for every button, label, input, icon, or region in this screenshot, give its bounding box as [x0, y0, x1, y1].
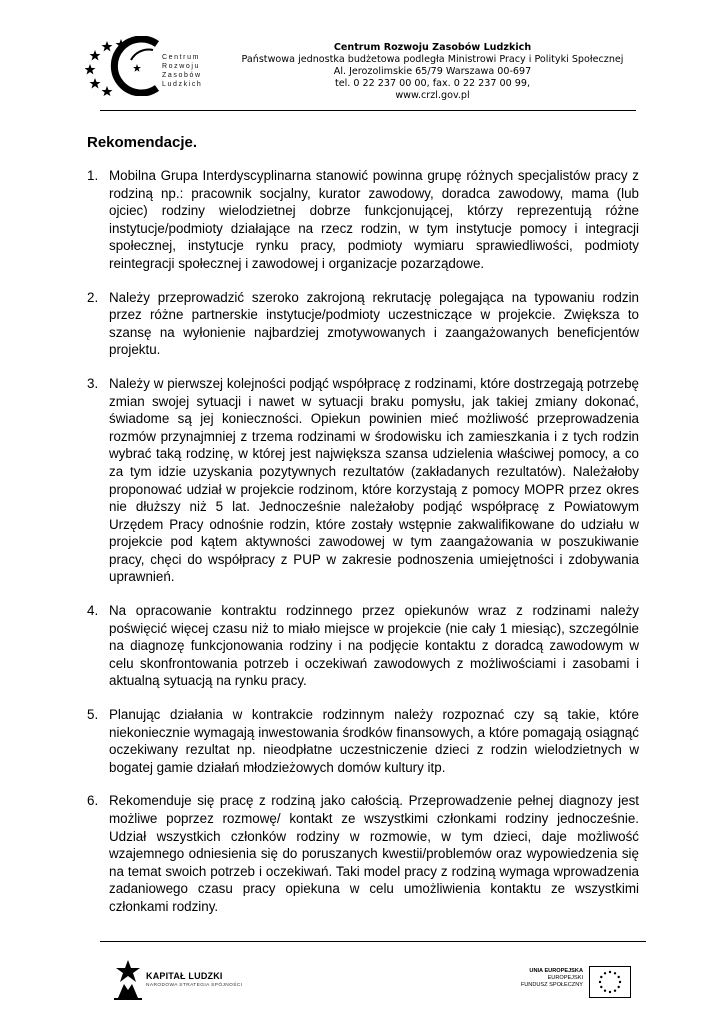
logo-star-4 — [85, 64, 96, 75]
list-item-text: Mobilna Grupa Interdyscyplinarna stanowić powinna grupę różnych specjalistów pracy z rodziną np.: pracownik socjalny, kurator zawodowy, doradca zawodowy, mama (lub ojciec) rodziny wielodzietnej dobrze funkcjonującej, którzy reprezentują różne instytucje/podmioty działające na rzecz rodzin, w tym instytucje pomocy i integracji społecznej, instytucje rynku pracy, podmioty wymiaru sprawiedliwości, podmioty reintegracji społecznej i zawodowej i organizacje pozarządowe. — [109, 168, 639, 271]
list-item-text: Należy przeprowadzić szeroko zakrojoną rekrutację polegająca na typowaniu rodzin przez różne partnerskie instytucje/podmioty uczestniczące w projekcie. Zwiększa to szansę na wyłonienie najbardziej zmotywowanych i zaangażowanych beneficjentów projektu. — [109, 289, 639, 358]
institution-name: Centrum Rozwoju Zasobów Ludzkich — [333, 42, 532, 53]
list-item — [87, 602, 639, 690]
institution-info — [225, 42, 640, 102]
list-item-text: Należy w pierwszej kolejności podjąć współpracę z rodzinami, które dostrzegają potrzebę zmian swojej sytuacji i nawet w sytuacji braku pomysłu, jak takiej zmiany dokonać, świadome są jej konieczności. Opiekun powinien mieć możliwość przeprowadzenia rozmów przynajmniej z trzema rodzinami w środowisku ich zamieszkania i z tych rodzin wybrać taką rodzinę, w której jest największa szansa udzielenia właściwej pomocy, a co za tym idzie uzyskania pozytywnych rezultatów (zakładanych rezultatów). Należałoby proponować udział w projekcie rodzinom, które korzystają z pomocy MOPR przez okres nie dłuższy niż 5 lat. Jednocześnie należałoby podjąć współpracę z Powiatowym Urzędem Pracy odnośnie rodzin, które zostały wstępnie zakwalifikowane do udziału w projekcie pod kątem aktywności zawodowej w tym zaangażowania w poszukiwanie pracy, chęci do współpracy z PUP w zakresie podnoszenia umiejętności i zdobywania uprawnień. — [109, 375, 639, 585]
kapital-ludzki-logo — [112, 958, 292, 1000]
eu-text — [505, 968, 583, 989]
logo-line-1: Centrum — [162, 54, 201, 61]
logo-line-3: Zasobów — [162, 72, 202, 79]
logo-star-6 — [102, 86, 113, 96]
list-item-number: 2. — [87, 289, 99, 305]
kapital-ludzki-subtitle: NARODOWA STRATEGIA SPÓJNOŚCI — [146, 983, 243, 988]
document-body — [87, 134, 639, 932]
logo-star-2 — [102, 41, 113, 52]
kapital-ludzki-icon — [112, 958, 144, 1000]
logo-star-7 — [133, 64, 141, 72]
logo-line-2: Rozwoju — [162, 63, 201, 70]
list-item-number: 5. — [87, 707, 99, 723]
logo-star-5 — [90, 78, 101, 89]
kapital-ludzki-title: KAPITAŁ LUDZKI — [146, 971, 223, 981]
institution-website: www.crzl.gov.pl — [395, 90, 470, 101]
institution-phone: tel. 0 22 237 00 00, fax. 0 22 237 00 99, — [334, 78, 531, 89]
eu-logo — [505, 966, 633, 1006]
eu-line-3: FUNDUSZ SPOŁECZNY — [520, 982, 583, 988]
institution-description: Państwowa jednostka budżetowa podległa Ministrowi Pracy i Polityki Społecznej — [241, 54, 624, 65]
list-item-number: 4. — [87, 603, 99, 619]
eu-flag-icon — [589, 966, 631, 998]
crzl-logo — [85, 36, 215, 96]
institution-address: Al. Jerozolimskie 65/79 Warszawa 00-697 — [333, 66, 532, 77]
eu-line-2: EUROPEJSKI — [547, 975, 583, 981]
list-item — [87, 706, 639, 776]
header-divider — [100, 110, 636, 111]
logo-line-4: Ludzkich — [162, 81, 203, 88]
list-item — [87, 792, 639, 915]
logo-wordmark — [162, 53, 202, 89]
list-item-number: 1. — [87, 168, 99, 183]
document-title: Rekomendacje. — [87, 134, 198, 151]
list-item-text: Na opracowanie kontraktu rodzinnego przez opiekunów wraz z rodzinami należy poświęcić więcej czasu niż to miało miejsce w projekcie (nie cały 1 miesiąc), szczególnie na diagnozę funkcjonowania rodziny i na podjęcie kontaktu z doradcą zawodowym w celu skonfrontowania potrzeb i oczekiwań zawodowych z możliwościami i zasobami i aktualną sytuacją na rynku pracy. — [109, 603, 639, 689]
footer-divider — [100, 941, 646, 942]
list-item-text: Planując działania w kontrakcie rodzinnym należy rozpoznać czy są takie, które niekoniecznie wymagają inwestowania środków finansowych, a które pomagają osiągnąć oczekiwany rezultat np. nieodpłatne uczestniczenie dzieci z rodzin wielodzietnych w bogatej gamie działań młodzieżowych domów kultury itp. — [109, 707, 639, 775]
recommendations-list — [87, 167, 639, 916]
eu-line-1: UNIA EUROPEJSKA — [529, 968, 583, 974]
list-item — [87, 289, 639, 359]
list-item — [87, 167, 639, 273]
logo-star-1 — [90, 50, 101, 61]
list-item-number: 3. — [87, 375, 99, 391]
list-item — [87, 375, 639, 586]
list-item-text: Rekomenduje się pracę z rodziną jako całością. Przeprowadzenie pełnej diagnozy jest możliwe poprzez rozmowę/ kontakt ze wszystkimi członkami rodziny jednocześnie. Udział wszystkich członków rodziny w rozmowie, w tym dzieci, daje możliwość wzajemnego odniesienia się do poruszanych kwestii/problemów oraz wypowiedzenia się na temat swoich potrzeb i oczekiwań. Taki model pracy z rodziną wymaga wprowadzenia zadaniowego czasu pracy opiekuna w celu umożliwienia kontaktu ze wszystkimi członkami rodziny. — [109, 793, 639, 914]
letterhead — [85, 36, 640, 110]
list-item-number: 6. — [87, 793, 99, 809]
